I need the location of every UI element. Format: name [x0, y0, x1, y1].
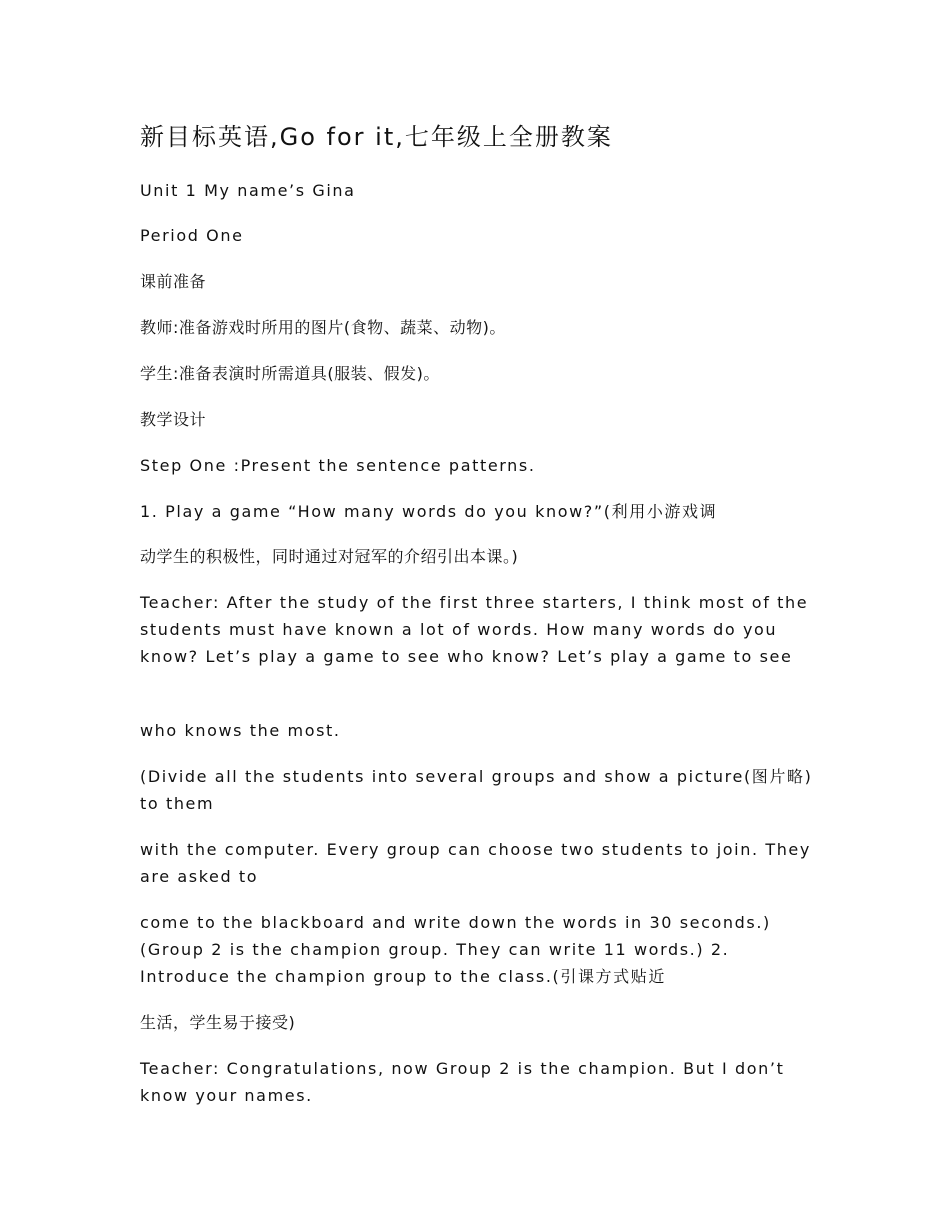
paragraph-period: Period One	[140, 226, 244, 245]
paragraph-who-knows: who knows the most.	[140, 721, 341, 740]
paragraph-design-heading: 教学设计	[140, 410, 207, 429]
paragraph-life-note: 生活，学生易于接受)	[140, 1013, 296, 1032]
document-title: 新目标英语,Go for it,七年级上全册教案	[140, 123, 613, 151]
paragraph-motivation-note: 动学生的积极性，同时通过对冠军的介绍引出本课。)	[140, 547, 519, 566]
paragraph-divide-groups: (Divide all the students into several groups and show a picture(图片略) to them	[140, 767, 813, 813]
paragraph-blackboard: come to the blackboard and write down the words in 30 seconds.) (Group 2 is the champion group. They can write 11 words.) 2. Introduce the champion group to the class.(引课方式贴近	[140, 913, 771, 986]
paragraph-step-one: Step One :Present the sentence patterns.	[140, 456, 536, 475]
paragraph-preparation-heading: 课前准备	[140, 272, 207, 291]
paragraph-congratulations: Teacher: Congratulations, now Group 2 is the champion. But I don’t know your names.	[140, 1059, 785, 1105]
paragraph-student-prep: 学生:准备表演时所需道具(服装、假发)。	[140, 364, 440, 383]
paragraph-computer: with the computer. Every group can choose two students to join. They are asked to	[140, 840, 811, 886]
paragraph-teacher-intro: Teacher: After the study of the first three starters, I think most of the students must have known a lot of words. How many words do you know? Let’s play a game to see who know? Let’s play a game to see	[140, 593, 809, 666]
paragraph-play-game: 1. Play a game “How many words do you know?”(利用小游戏调	[140, 502, 718, 521]
paragraph-teacher-prep: 教师:准备游戏时所用的图片(食物、蔬菜、动物)。	[140, 318, 506, 337]
paragraph-unit-heading: Unit 1 My name’s Gina	[140, 181, 356, 200]
